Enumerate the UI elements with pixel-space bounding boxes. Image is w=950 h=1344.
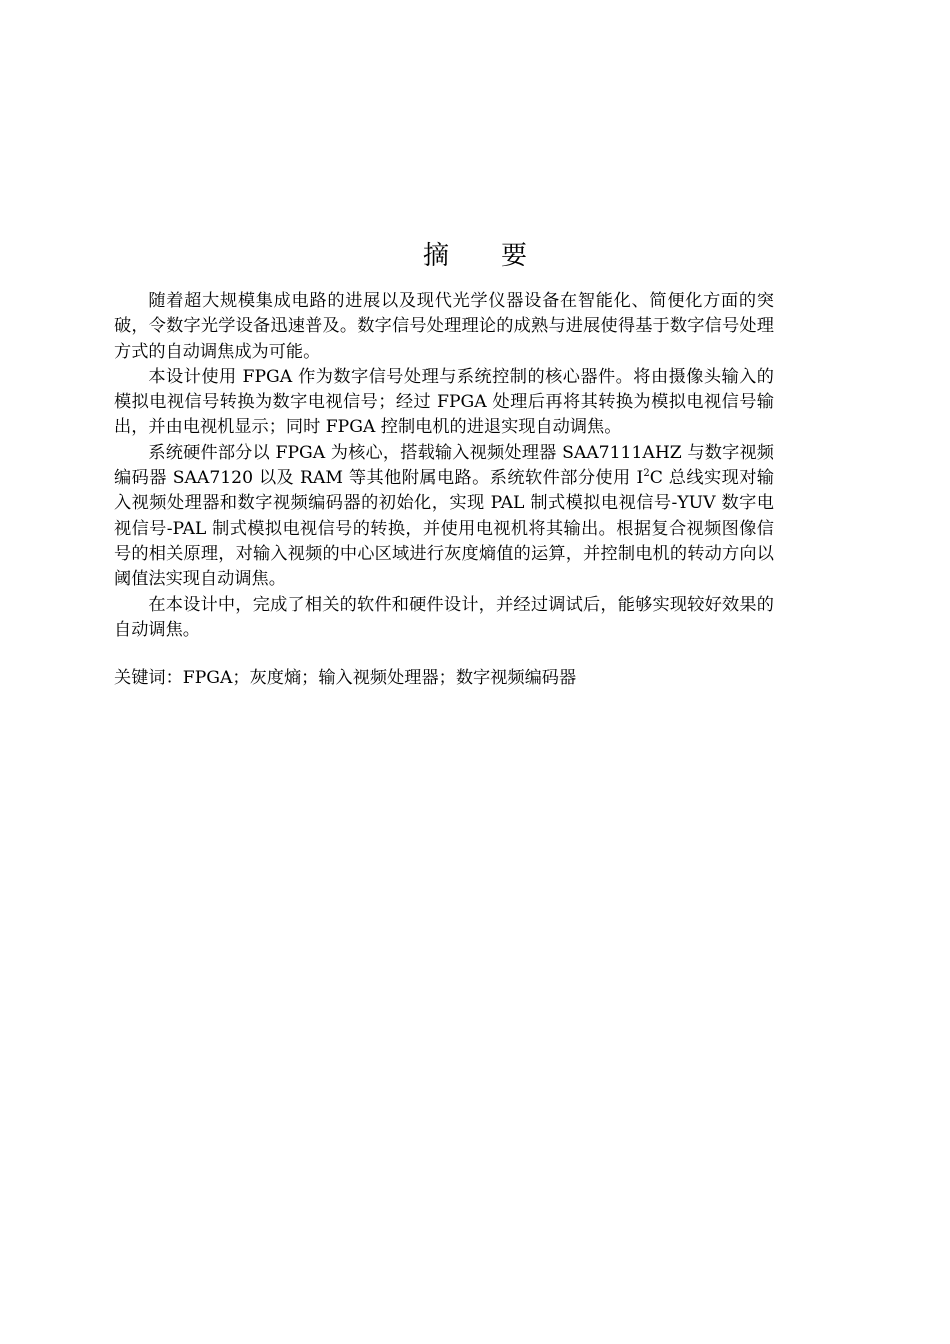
keywords-label: 关键词：	[114, 668, 183, 688]
superscript-2: 2	[643, 468, 650, 480]
abstract-title	[0, 236, 950, 276]
abstract-title-char-1: 摘	[422, 241, 449, 271]
keywords-line	[114, 666, 774, 691]
abstract-title-char-2: 要	[501, 241, 528, 271]
keywords-value: FPGA；灰度熵；输入视频处理器；数字视频编码器	[182, 668, 577, 688]
abstract-paragraph-3-part-b: C 总线实现对输入视频处理器和数字视频编码器的初始化，实现 PAL 制式模拟电视信号-YUV 数字电视信号-PAL 制式模拟电视信号的转换，并使用电视机将其输出。根据复合视频图像信号的相关原理，对输入视频的中心区域进行灰度熵值的运算，并控制电机的转动方向以阈值法实现自动调焦。	[114, 468, 774, 590]
abstract-body	[114, 289, 774, 643]
abstract-paragraph-1: 随着超大规模集成电路的进展以及现代光学仪器设备在智能化、简便化方面的突破，令数字光学设备迅速普及。数字信号处理理论的成熟与进展使得基于数字信号处理方式的自动调焦成为可能。	[114, 291, 774, 362]
abstract-paragraph-2: 本设计使用 FPGA 作为数字信号处理与系统控制的核心器件。将由摄像头输入的模拟电视信号转换为数字电视信号；经过 FPGA 处理后再将其转换为模拟电视信号输出，并由电视机显示；同时 FPGA 控制电机的进退实现自动调焦。	[114, 366, 774, 438]
abstract-paragraph-4: 在本设计中，完成了相关的软件和硬件设计，并经过调试后，能够实现较好效果的自动调焦。	[114, 594, 774, 640]
abstract-paragraph-3	[114, 441, 774, 593]
abstract-paragraph-3-part-a: 系统硬件部分以 FPGA 为核心，搭载输入视频处理器 SAA7111AHZ 与数字视频编码器 SAA7120 以及 RAM 等其他附属电路。系统软件部分使用 I	[114, 442, 774, 489]
